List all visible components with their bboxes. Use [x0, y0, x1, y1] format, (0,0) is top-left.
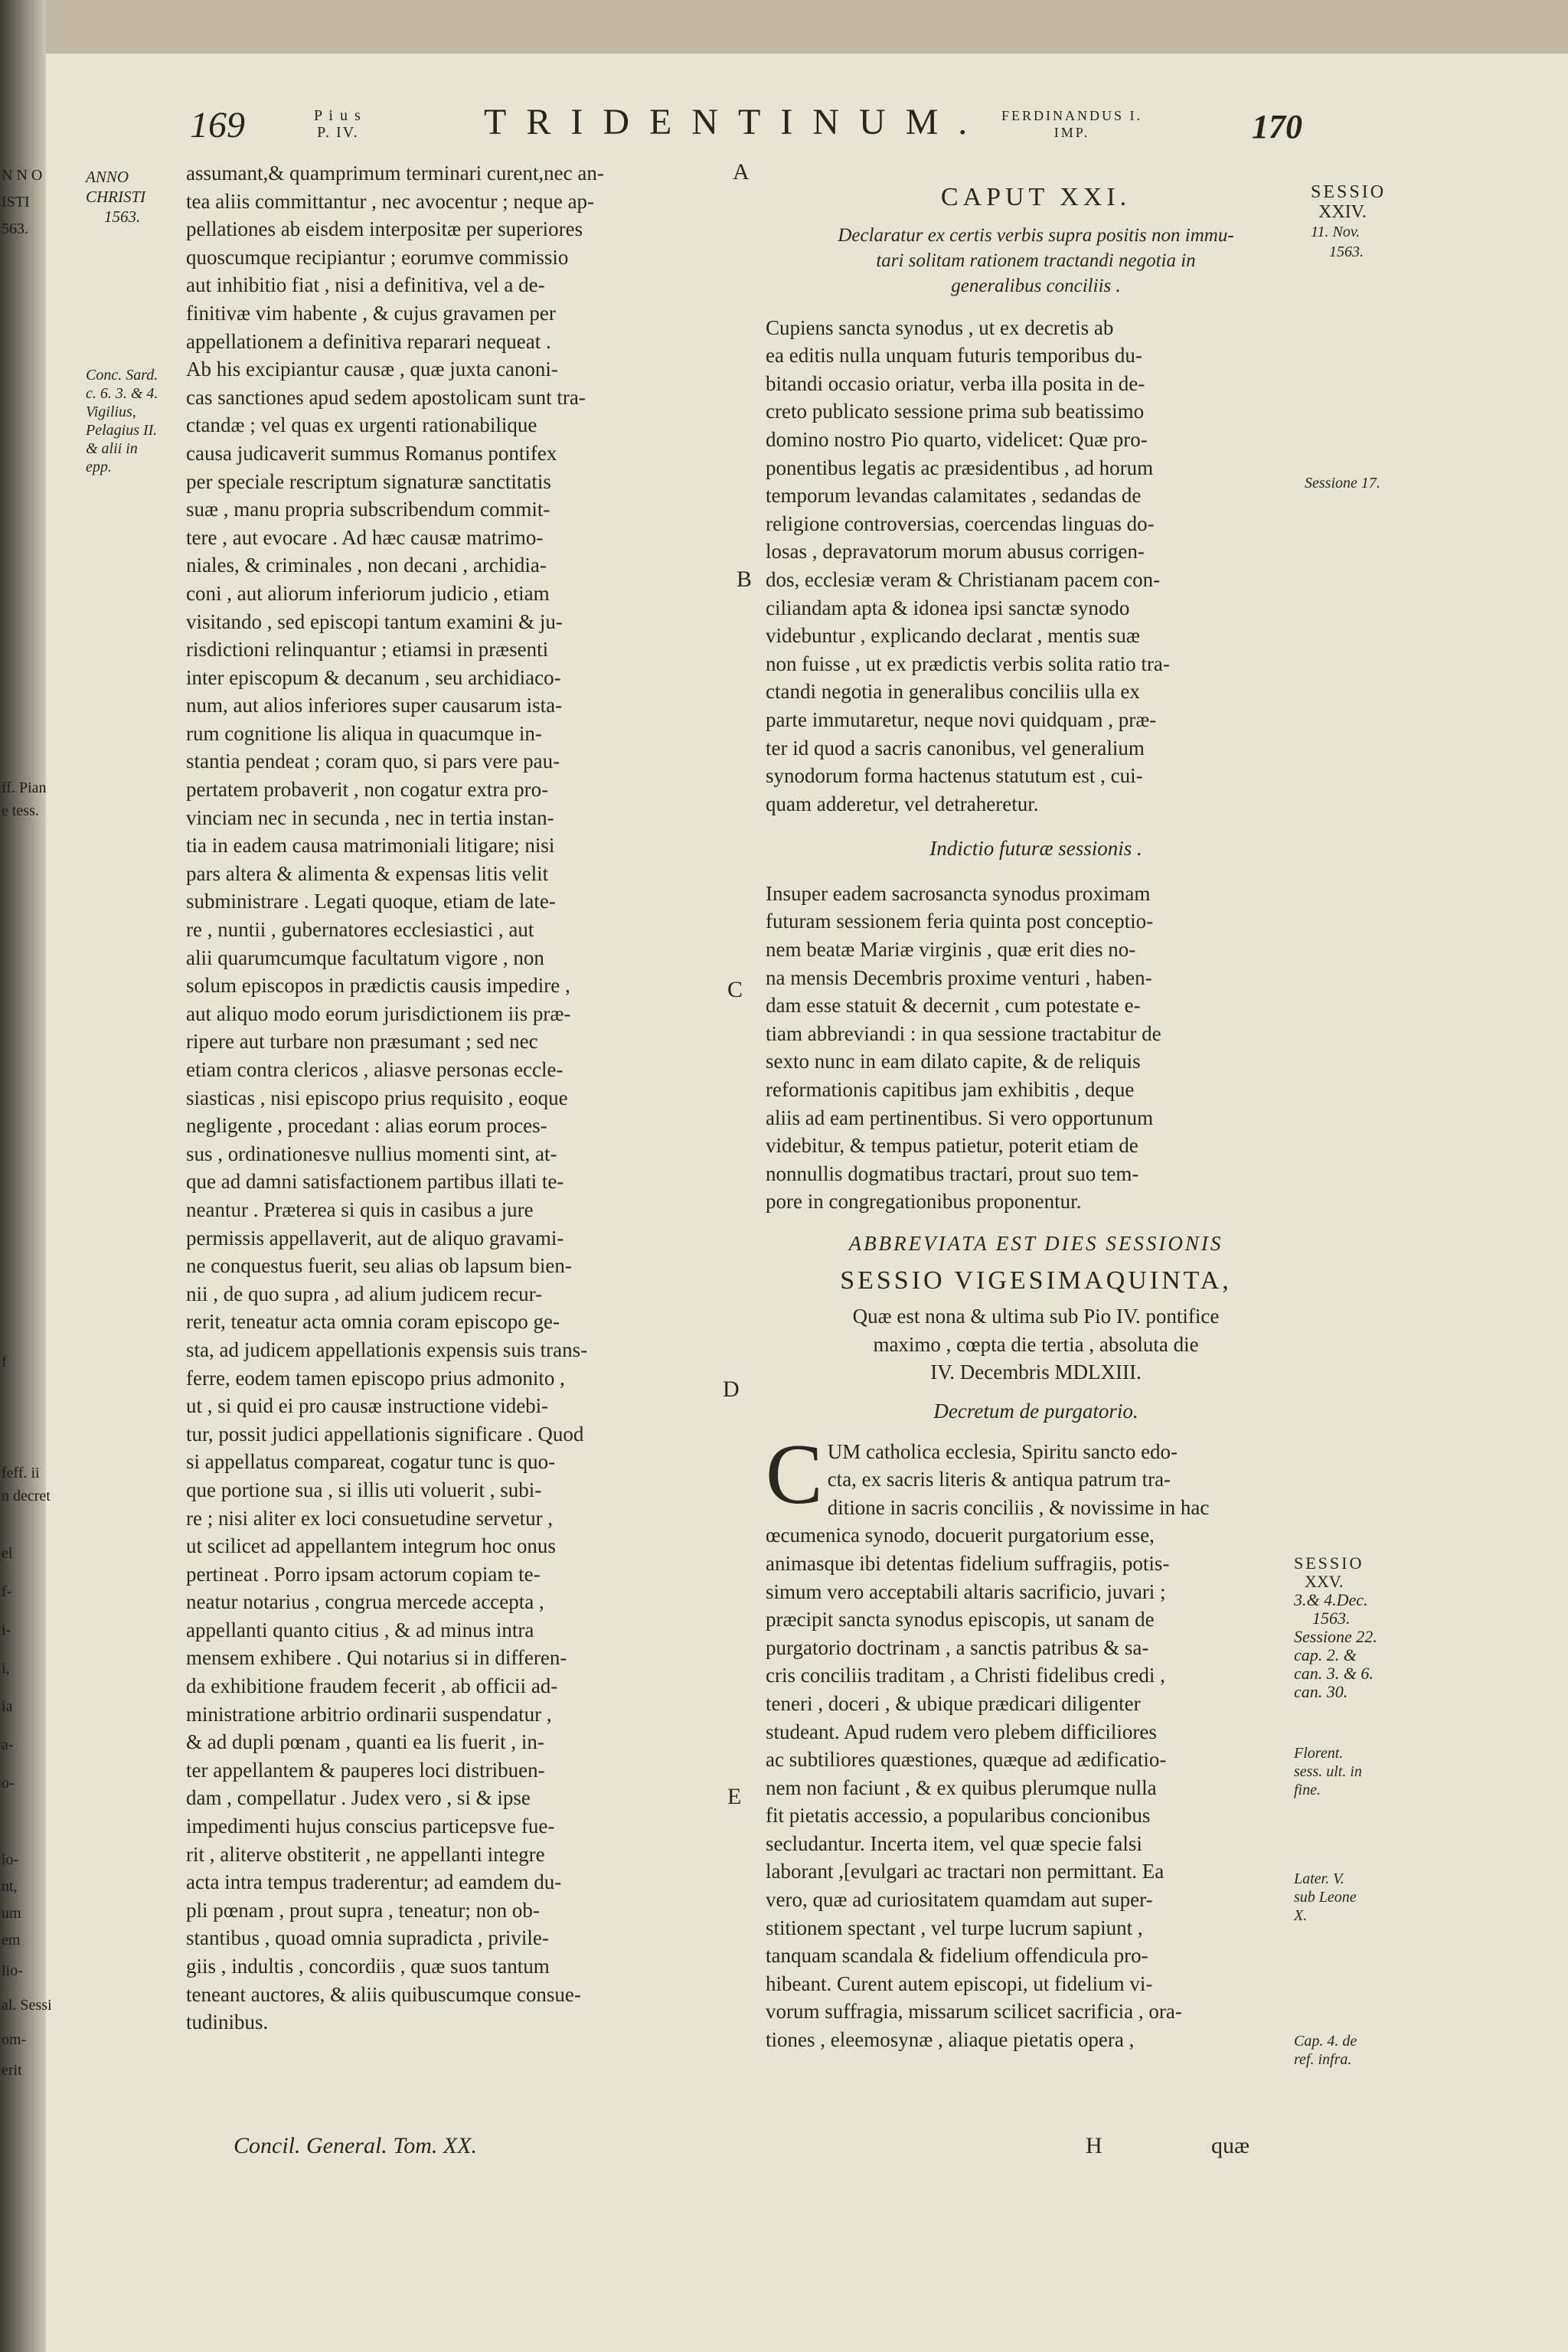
emperor-name: FERDINANDUS I. [1001, 108, 1143, 123]
margin-line: SESSIO [1294, 1553, 1364, 1573]
paragraph-indictio [766, 880, 1306, 1216]
purgatorio-rest [766, 1606, 1306, 2054]
text-line: nem non faciunt , & ex quibus plerumque nulla [766, 1775, 1157, 1799]
margin-line: ANNO [86, 168, 129, 186]
left-column-text [186, 159, 730, 2037]
margin-sessio-xxiv [1311, 182, 1386, 262]
margin-line: CHRISTI [86, 188, 146, 206]
text-line: rit , aliterve obstiterit , ne appellanti integre [186, 1842, 545, 1866]
margin-cap-4 [1294, 2032, 1357, 2069]
text-line: tanquam scandala & fidelium offendicula pro- [766, 1944, 1148, 1968]
edge-fragment: ia [2, 1698, 13, 1715]
text-line: domino nostro Pio quarto, videlicet: Quæ pro- [766, 427, 1148, 451]
text-line: studeant. Apud rudem vero plebem difficiliores [766, 1720, 1157, 1743]
edge-fragment: i- [2, 1622, 11, 1638]
margin-line: Sessione 22. [1294, 1627, 1377, 1646]
text-line: quam adderetur, vel detraheretur. [766, 792, 1039, 815]
margin-conc-reference [86, 366, 158, 476]
text-line: mensem exhibere . Qui notarius si in differen- [186, 1646, 567, 1670]
text-line: fit pietatis accessio, a popularibus concionibus [766, 1804, 1151, 1828]
text-line: ut , si quid ei pro causæ instructione videbi- [186, 1394, 549, 1418]
text-line: simum vero acceptabili altaris sacrificio, juvari ; [766, 1579, 1166, 1603]
text-line: ut scilicet ad appellantem integrum hoc onus [186, 1534, 556, 1558]
edge-fragment: em [2, 1932, 21, 1949]
text-line: suæ , manu propria subscribendum commit- [186, 498, 550, 521]
text-line: creto publicato sessione prima sub beatissimo [766, 400, 1145, 423]
text-line: ponentibus legatis ac præsidentibus , ad horum [766, 456, 1154, 479]
margin-line: sub Leone [1294, 1889, 1357, 1906]
text-line: reformationis capitibus jam exhibitis , deque [766, 1078, 1135, 1102]
text-line: sta, ad judicem appellationis expensis suis trans- [186, 1338, 588, 1361]
footer-collection: Concil. General. Tom. XX. [234, 2133, 478, 2158]
text-line: rerit, teneatur acta omnia coram episcopo ge- [186, 1310, 560, 1334]
text-line: secludantur. Incerta item, vel quæ specie falsi [766, 1831, 1142, 1855]
text-line: nem beatæ Mariæ virginis , quæ erit dies no- [766, 938, 1136, 962]
edge-fragment: f [2, 1354, 7, 1370]
margin-line: 1563. [1329, 243, 1364, 260]
text-line: ne conquestus fuerit, seu alias ob lapsum bien- [186, 1254, 572, 1278]
margin-sessione-17: Sessione 17. [1305, 475, 1380, 492]
text-line: tea aliis committantur , nec avocentur ; neque ap- [186, 189, 595, 213]
edge-fragment: om- [2, 2031, 27, 2048]
text-line: ter appellantem & pauperes loci distribuen- [186, 1758, 545, 1782]
text-line: finitivæ vim habente , & cujus gravamen per [186, 301, 556, 325]
text-line: sus , ordinationesve nullius momenti sint, at- [186, 1142, 557, 1165]
text-line: vero, quæ ad curiositatem quamdam aut super- [766, 1888, 1153, 1912]
section-letter-c: C [727, 977, 743, 1002]
paragraph-purgatorio [766, 1426, 1306, 2054]
text-line: re , nuntii , gubernatores ecclesiastici , aut [186, 918, 534, 942]
text-line: pertatem probaverit , non cogatur extra pro- [186, 778, 549, 802]
catchword: quæ [1211, 2133, 1250, 2158]
margin-lateran [1294, 1870, 1357, 1925]
running-head-pope [314, 107, 362, 141]
text-line: aut aliquo modo eorum jurisdictionem iis præ- [186, 1001, 571, 1025]
subtitle-line: maximo , cœpta die tertia , absoluta die [873, 1332, 1199, 1356]
text-line: appellanti quanto citius , & ad minus intra [186, 1618, 534, 1642]
margin-line: Florent. [1294, 1745, 1344, 1762]
text-line: inter episcopum & decanum , seu archidiaco- [186, 665, 561, 689]
text-line: videbitur, & tempus patietur, poterit etiam de [766, 1134, 1138, 1158]
text-line: neatur notarius , congrua mercede accepta , [186, 1590, 544, 1614]
edge-fragment: f- [2, 1583, 12, 1600]
text-line: causa judicaverit summus Romanus pontifex [186, 441, 557, 465]
text-line: UM catholica ecclesia, Spiritu sancto edo- [827, 1439, 1178, 1463]
text-line: assumant,& quamprimum terminari curent,nec an- [186, 162, 604, 185]
drop-cap: C [766, 1426, 823, 1522]
edge-fragment: 563. [2, 220, 28, 237]
text-line: siasticas , nisi episcopo prius requisito , eoque [186, 1086, 568, 1109]
margin-line: cap. 2. & [1294, 1645, 1357, 1664]
text-line: dam , compellatur . Judex vero , si & ipse [186, 1786, 531, 1810]
edge-fragment: ISTI [2, 194, 30, 211]
text-line: risdictioni relinquantur ; etiamsi in præsenti [186, 638, 549, 662]
text-line: ter id quod a sacris canonibus, vel generalium [766, 736, 1145, 760]
text-line: aliis ad eam pertinentibus. Si vero opportunum [766, 1106, 1154, 1129]
text-line: ciliandam apta & idonea ipsi sanctæ synodo [766, 596, 1130, 619]
text-line: pertineat . Porro ipsam actorum copiam te- [186, 1562, 541, 1586]
edge-fragment: io- [2, 1851, 19, 1868]
text-line: nonnullis dogmatibus tractari, prout suo tem- [766, 1161, 1139, 1185]
text-line: ea editis nulla unquam futuris temporibus du- [766, 344, 1142, 368]
text-line: rum cognitione lis aliqua in quacumque in- [186, 721, 542, 745]
purgatorio-opening [766, 1426, 1306, 1606]
signature-mark: H [1086, 2133, 1102, 2158]
text-line: ferre, eodem tamen episcopo prius admonito , [186, 1366, 565, 1390]
text-line: tia in eadem causa matrimoniali litigare; nisi [186, 834, 555, 858]
text-line: tiones , eleemosynæ , aliaque pietatis opera , [766, 2028, 1135, 2052]
margin-line: Vigilius, [86, 403, 136, 420]
text-line: que portione sua , si illis uti voluerit , subi- [186, 1478, 542, 1501]
text-line: præcipit sancta synodus episcopis, ut sanam de [766, 1608, 1155, 1632]
edge-fragment: n decret [2, 1488, 51, 1504]
text-line: impedimenti hujus conscius particepsve fue- [186, 1815, 555, 1838]
margin-line: Cap. 4. de [1294, 2033, 1357, 2050]
emperor-title: IMP. [1054, 125, 1090, 140]
summary-line: tari solitam rationem tractandi negotia in [876, 250, 1196, 271]
edge-fragment: o- [2, 1775, 15, 1792]
text-line: ditione in sacris conciliis , & novissime in hac [827, 1495, 1210, 1519]
margin-line: can. 30. [1294, 1682, 1348, 1701]
text-line: losas , depravatorum morum abusus corrigen- [766, 540, 1145, 564]
caput-heading: CAPUT XXI. [940, 183, 1132, 211]
text-line: futuram sessionem feria quinta post conceptio- [766, 910, 1154, 933]
text-line: & ad dupli pœnam , quanti ea lis fuerit , in- [186, 1730, 544, 1754]
text-line: cas sanctiones apud sedem apostolicam sunt tra- [186, 385, 586, 409]
text-line: re ; nisi aliter ex loci consuetudine servetur , [186, 1506, 554, 1530]
margin-line: & alii in [86, 440, 138, 457]
text-line: œcumenica synodo, docuerit purgatorium esse, [766, 1524, 1155, 1547]
text-line: visitando , sed episcopi tantum examini & ju- [186, 609, 563, 633]
text-line: neantur . Præterea si quis in casibus a jure [186, 1197, 534, 1221]
running-head-emperor [1001, 107, 1142, 141]
text-line: si appellatus compareat, cogatur tunc is quo- [186, 1450, 556, 1474]
text-line: niales, & criminales , non decani , archidia- [186, 554, 547, 577]
facing-page-edge [0, 0, 52, 2352]
margin-line: Later. V. [1294, 1870, 1344, 1887]
text-line: etiam contra clericos , aliasve personas eccle- [186, 1058, 564, 1081]
text-line: teneant auctores, & aliis quibuscumque consue- [186, 1982, 581, 2006]
text-line: acta intra tempus traderentur; ad eamdem du- [186, 1870, 562, 1894]
text-line: laborant ,[evulgari ac tractari non permittant. Ea [766, 1860, 1165, 1883]
text-line: ac subtiliores quæstiones, quæque ad ædificatio- [766, 1748, 1167, 1772]
text-line: vorum suffragia, missarum scilicet sacrificia , ora- [766, 2000, 1182, 2024]
text-line: hibeant. Curent autem episcopi, ut fidelium vi- [766, 1971, 1153, 1995]
text-line: solum episcopos in prædictis causis impedire , [186, 974, 570, 998]
text-line: da exhibitione fraudem fecerit , ab officii ad- [186, 1674, 558, 1698]
edge-fragment: al. Sessi [2, 1997, 52, 2014]
text-line: appellationem a definitiva reparari nequeat . [186, 329, 551, 353]
caput-summary [766, 223, 1306, 299]
margin-line: ref. infra. [1294, 2051, 1352, 2068]
margin-line: Pelagius II. [86, 422, 158, 439]
text-line: negligente , procedant : alias eorum proces- [186, 1114, 547, 1138]
text-line: coni , aut aliorum inferiorum judicio , etiam [186, 581, 550, 605]
text-line: teneri , doceri , & ubique prædicari diligenter [766, 1691, 1141, 1715]
text-line: per speciale rescriptum signaturæ sanctitatis [186, 469, 551, 493]
text-line: cris conciliis traditam , a Christi fidelibus credi , [766, 1664, 1165, 1687]
margin-line: Conc. Sard. [86, 367, 158, 384]
subtitle-line: Quæ est nona & ultima sub Pio IV. pontifice [852, 1305, 1220, 1328]
text-line: giis , indultis , concordiis , quæ suos tantum [186, 1955, 550, 1978]
edge-fragment: nt, [2, 1878, 18, 1895]
text-line: que ad damni satisfactionem partibus illati te- [186, 1170, 564, 1194]
margin-line: epp. [86, 459, 112, 475]
text-line: videbuntur , explicando declarat , mentis suæ [766, 624, 1140, 648]
margin-line: X. [1294, 1907, 1308, 1924]
edge-fragment: a- [2, 1736, 14, 1753]
indictio-heading: Indictio futuræ sessionis . [929, 837, 1142, 861]
margin-anno-christi [86, 167, 145, 227]
section-letter-b: B [737, 567, 753, 592]
text-line: Cupiens sancta synodus , ut ex decretis ab [766, 315, 1114, 339]
text-line: ministratione arbitrio ordinarii suspendatur , [186, 1702, 552, 1726]
edge-fragment: el [2, 1545, 13, 1562]
edge-fragment: i, [2, 1660, 10, 1677]
text-line: aut inhibitio fiat , nisi a definitiva, vel a de- [186, 273, 545, 297]
section-letter-d: D [723, 1377, 740, 1402]
section-letter-e: E [727, 1784, 742, 1809]
abbreviata-heading: ABBREVIATA EST DIES SESSIONIS [848, 1232, 1223, 1255]
margin-line: 1563. [104, 207, 141, 226]
edge-fragment: e tess. [2, 802, 39, 819]
edge-fragment: erit [2, 2062, 22, 2079]
text-line: animasque ibi detentas fidelium suffragiis, potis- [766, 1551, 1170, 1575]
text-line: vinciam nec in secunda , nec in tertia instan- [186, 805, 554, 829]
text-line: dos, ecclesiæ veram & Christianam pacem con- [766, 567, 1161, 591]
margin-line: 11. Nov. [1311, 224, 1361, 240]
sessio-subtitle [766, 1302, 1306, 1387]
text-line: pars altera & alimenta & expensas litis velit [186, 861, 549, 885]
text-line: ripere aut turbare non præsumant ; sed nec [186, 1030, 538, 1054]
text-line: stantibus , quoad omnia supradicta , privile- [186, 1926, 549, 1950]
summary-line: generalibus conciliis . [951, 275, 1121, 296]
decretum-heading: Decretum de purgatorio. [933, 1399, 1138, 1423]
text-line: religione controversias, coercendas linguas do- [766, 511, 1155, 535]
text-line: temporum levandas calamitates , sedandas de [766, 484, 1142, 508]
subtitle-line: IV. Decembris MDLXIII. [930, 1361, 1142, 1384]
text-line: ctandi negotia in generalibus conciliis ulla ex [766, 680, 1140, 704]
text-line: Ab his excipiantur causæ , quæ juxta canoni- [186, 358, 558, 381]
text-line: pli pœnam , prout supra , teneatur; non ob- [186, 1898, 540, 1922]
text-line: tudinibus. [186, 2011, 269, 2034]
text-line: non fuisse , ut ex prædictis verbis solita ratio tra- [766, 652, 1170, 675]
margin-sessio-xxv [1294, 1554, 1377, 1701]
margin-line: 1563. [1312, 1609, 1351, 1628]
sessio-heading: SESSIO VIGESIMAQUINTA, [840, 1266, 1232, 1295]
margin-line: XXIV. [1318, 202, 1367, 222]
page-number-right: 170 [1252, 108, 1302, 145]
edge-fragment: um [2, 1905, 21, 1922]
text-line: tur, possit judici appellationis significare . Quod [186, 1422, 584, 1446]
text-line: num, aut alios inferiores super causarum ista- [186, 694, 563, 717]
text-line: dam esse statuit & decernit , cum potestate e- [766, 994, 1141, 1018]
margin-line: 3.& 4.Dec. [1294, 1590, 1368, 1609]
edge-fragment: lio- [2, 1962, 23, 1979]
margin-line: sess. ult. in [1294, 1763, 1362, 1780]
margin-line: XXV. [1305, 1572, 1344, 1591]
edge-fragment: feff. ii [2, 1465, 40, 1481]
text-line: alii quarumcumque facultatum vigore , non [186, 946, 544, 969]
edge-fragment: ff. Pian [2, 779, 47, 796]
pope-number: P. IV. [317, 124, 359, 141]
text-line: nii , de quo supra , ad alium judicem recur- [186, 1282, 543, 1305]
text-line: synodorum forma hactenus statutum est , cui- [766, 764, 1143, 788]
text-line: sexto nunc in eam dilato capite, & de reliquis [766, 1050, 1141, 1073]
text-line: tiam abbreviandi : in qua sessione tractabitur de [766, 1021, 1161, 1045]
margin-line: c. 6. 3. & 4. [86, 385, 158, 402]
text-line: pellationes ab eisdem interpositæ per superiores [186, 217, 583, 241]
summary-line: Declaratur ex certis verbis supra positis non immu- [838, 224, 1234, 246]
margin-line: SESSIO [1311, 182, 1387, 202]
text-line: cta, ex sacris literis & antiqua patrum tra- [827, 1468, 1171, 1491]
edge-fragment: N N O [2, 167, 43, 184]
text-line: purgatorio doctrinam , a sanctis patribus & sa- [766, 1635, 1149, 1659]
text-line: pore in congregationibus proponentur. [766, 1190, 1082, 1214]
margin-line: can. 3. & 6. [1294, 1664, 1374, 1683]
right-column-text [766, 184, 1306, 2054]
margin-florent [1294, 1744, 1362, 1799]
text-line: subministrare . Legati quoque, etiam de late- [186, 890, 556, 913]
pope-name: P i u s [314, 107, 362, 124]
section-letter-a: A [733, 159, 750, 185]
running-title: TRIDENTINUM. [484, 102, 988, 142]
text-line: Insuper eadem sacrosancta synodus proximam [766, 881, 1151, 905]
text-line: quoscumque recipiantur ; eorumve commissio [186, 245, 569, 269]
text-line: tere , aut evocare . Ad hæc causæ matrimo- [186, 525, 544, 549]
paragraph-declaration [766, 314, 1306, 818]
text-line: stitionem spectant , vel turpe lucrum sapiunt , [766, 1916, 1143, 1939]
text-line: stantia pendeat ; coram quo, si pars vere pau- [186, 750, 560, 773]
text-line: ctandæ ; vel quas ex urgenti rationabilique [186, 413, 537, 437]
text-line: parte immutaretur, neque novi quidquam , præ- [766, 707, 1157, 731]
text-line: bitandi occasio oriatur, verba illa posita in de- [766, 371, 1145, 395]
page-number-left: 169 [190, 105, 245, 145]
text-line: permissis appellaverit, aut de aliquo gravami- [186, 1226, 564, 1250]
margin-line: fine. [1294, 1782, 1321, 1798]
text-line: na mensis Decembris proxime venturi , haben- [766, 965, 1152, 989]
